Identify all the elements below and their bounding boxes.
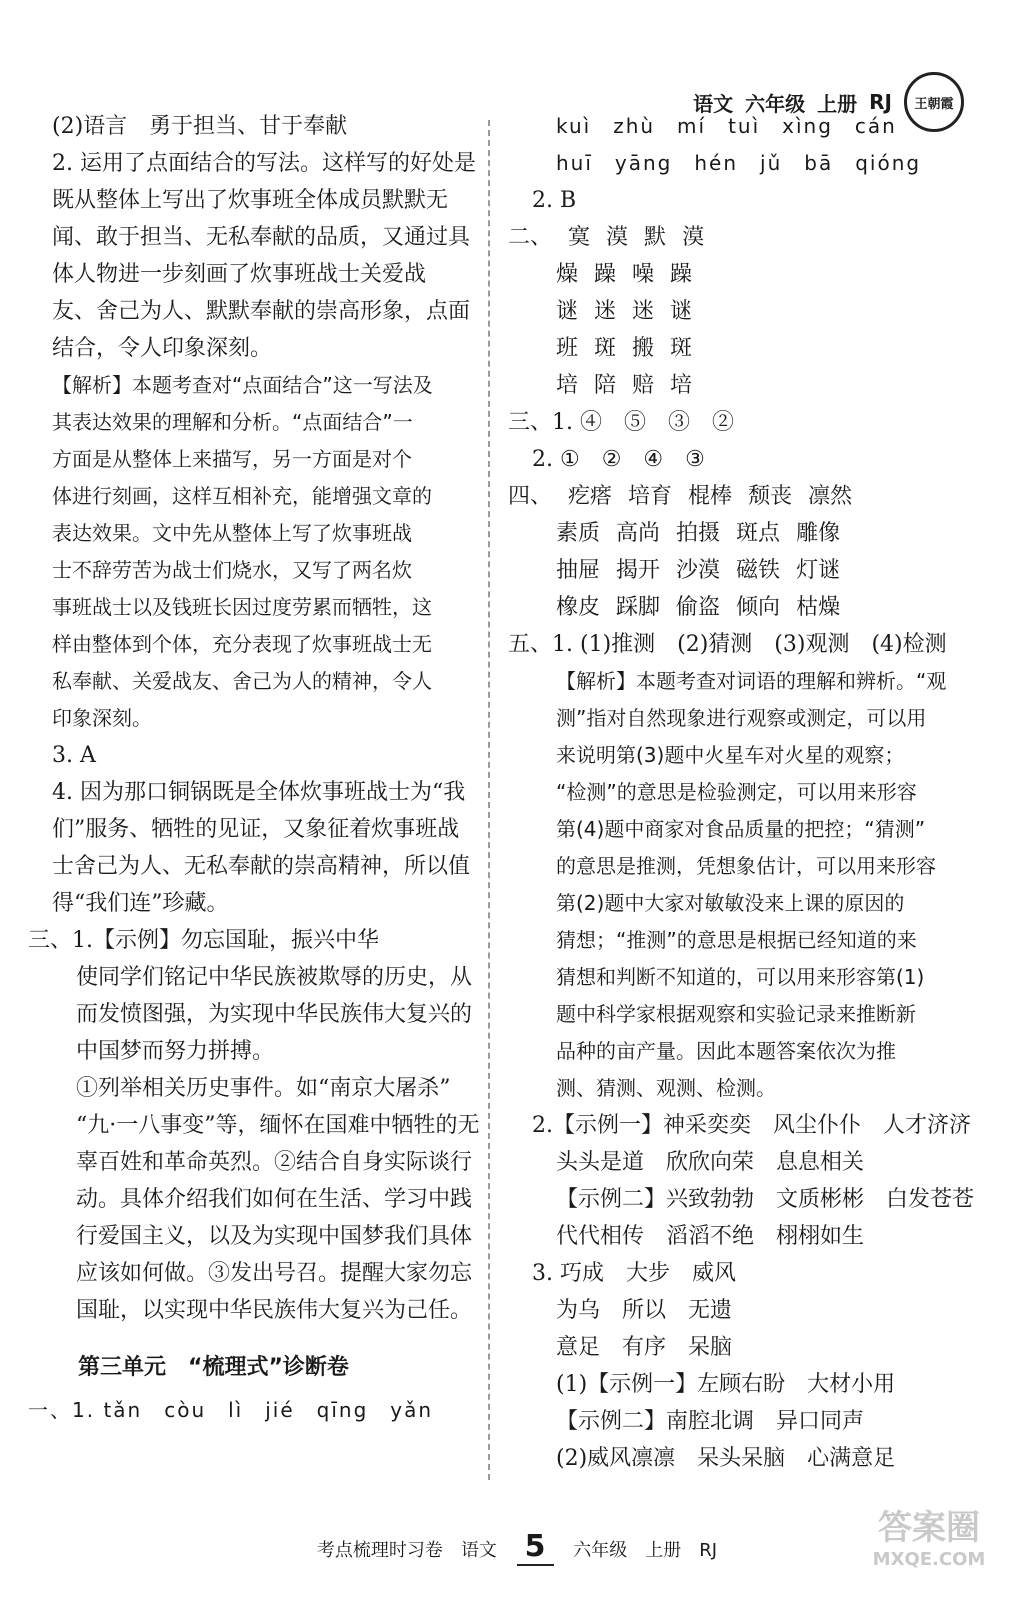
char-cell: 培 [670, 373, 693, 398]
analysis-line: 其表达效果的理解和分析。“点面结合”一 [52, 410, 413, 434]
word-cell: 棍棒 [688, 484, 733, 509]
header-subject: 语文 [693, 91, 734, 116]
analysis-line: 猜想和判断不知道的，可以用来形容第(1) [556, 965, 925, 989]
word-cell: 揭开 [616, 558, 661, 583]
analysis-line: 表达效果。文中先从整体上写了炊事班战 [52, 521, 412, 545]
pinyin-line: huī yāng hén jǔ bā qióng [556, 151, 922, 175]
char-row [508, 367, 948, 404]
analysis-line: “检测”的意思是检验测定，可以用来形容 [556, 780, 917, 804]
char-cell: 噪 [632, 262, 655, 287]
pinyin-line: 一、1. tǎn còu lì jié qīng yǎn [28, 1398, 434, 1422]
word-cell: 踩脚 [616, 595, 661, 620]
word-row [508, 589, 948, 626]
char-cell: 斑 [594, 336, 617, 361]
word-cell: 磁铁 [736, 558, 781, 583]
char-row [508, 330, 948, 367]
answer-line: ①列举相关历史事件。如“南京大屠杀” [76, 1076, 451, 1101]
answer-line: 三、1. ④ ⑤ ③ ② [508, 410, 734, 435]
header-term: 上册 [817, 91, 858, 116]
word-cell: 偷盗 [676, 595, 721, 620]
analysis-line: 方面是从整体上来描写，另一方面是对个 [52, 447, 412, 471]
analysis-line: 品种的亩产量。因此本题答案依次为推 [556, 1039, 896, 1063]
word-cell: 颓丧 [748, 484, 793, 509]
word-row [508, 552, 948, 589]
analysis-line: 猜想；“推测”的意思是根据已经知道的来 [556, 928, 917, 952]
unit-section-title: 第三单元 “梳理式”诊断卷 [78, 1355, 349, 1380]
answer-line: 结合，令人印象深刻。 [52, 336, 273, 361]
word-cell: 培育 [628, 484, 673, 509]
analysis-line: 测、猜测、观测、检测。 [556, 1076, 776, 1100]
word-cell: 枯燥 [796, 595, 841, 620]
answer-line: 中国梦而努力拼搏。 [76, 1039, 275, 1064]
word-cell: 倾向 [736, 595, 781, 620]
section-si [508, 478, 948, 626]
word-cell: 橡皮 [556, 595, 601, 620]
answer-line: 头头是道 欣欣向荣 息息相关 [556, 1150, 865, 1175]
word-cell: 高尚 [616, 521, 661, 546]
word-cell: 灯谜 [796, 558, 841, 583]
section-er [508, 219, 948, 404]
word-cell: 疙瘩 [568, 484, 613, 509]
word-cell: 凛然 [808, 484, 853, 509]
answer-line: 4. 因为那口铜锅既是全体炊事班战士为“我 [52, 780, 466, 805]
char-row [508, 256, 948, 293]
analysis-line: 第(4)题中商家对食品质量的把控；“猜测” [556, 817, 926, 841]
analysis-line: 士不辞劳苦为战士们烧水，又写了两名炊 [52, 558, 412, 582]
left-column [28, 108, 480, 1429]
answer-line: 行爱国主义，以及为实现中国梦我们具体 [76, 1224, 473, 1249]
char-cell: 寞 [568, 225, 591, 250]
section-label: 四、 [508, 484, 553, 509]
word-cell: 沙漠 [676, 558, 721, 583]
answer-line: 辜百姓和革命英烈。②结合自身实际谈行 [76, 1150, 473, 1175]
answer-line: 为乌 所以 无遗 [556, 1298, 733, 1323]
answer-line: 动。具体介绍我们如何在生活、学习中践 [76, 1187, 473, 1212]
answer-line: 既从整体上写出了炊事班全体成员默默无 [52, 188, 449, 213]
analysis-line: 测”指对自然现象进行观察或测定，可以用 [556, 706, 927, 730]
answer-line: 应该如何做。③发出号召。提醒大家勿忘 [76, 1261, 473, 1286]
answer-line: 士舍己为人、无私奉献的崇高精神，所以值 [52, 854, 471, 879]
watermark-logo [844, 1506, 1014, 1586]
watermark-text: 答案圈 [878, 1508, 980, 1548]
page-number: 5 [517, 1529, 554, 1566]
word-row [508, 515, 948, 552]
footer-book-title: 考点梳理时习卷 语文 [316, 1540, 497, 1561]
answer-line: 得“我们连”珍藏。 [52, 891, 229, 916]
answer-line: “九·一八事变”等，缅怀在国难中牺牲的无 [76, 1113, 480, 1138]
logo-text: 王朝霞 [914, 96, 954, 112]
char-cell: 赔 [632, 373, 655, 398]
answer-line: 体人物进一步刻画了炊事班战士关爱战 [52, 262, 427, 287]
header-edition: RJ [869, 90, 892, 114]
word-row [508, 478, 948, 515]
answer-line: 代代相传 滔滔不绝 栩栩如生 [556, 1224, 865, 1249]
answer-line: 使同学们铭记中华民族被欺辱的历史，从 [76, 965, 473, 990]
answer-line: 友、舍己为人、默默奉献的崇高形象，点面 [52, 299, 471, 324]
word-cell: 拍摄 [676, 521, 721, 546]
analysis-line: 体进行刻画，这样互相补充，能增强文章的 [52, 484, 432, 508]
char-cell: 搬 [632, 336, 655, 361]
char-cell: 漠 [606, 225, 629, 250]
answer-line: 2.【示例一】神采奕奕 风尘仆仆 人才济济 [532, 1113, 971, 1138]
footer-grade-term: 六年级 上册 RJ [573, 1540, 718, 1561]
column-divider [488, 120, 490, 1480]
char-cell: 班 [556, 336, 579, 361]
char-cell: 陪 [594, 373, 617, 398]
answer-line: 国耻，以实现中华民族伟大复兴为己任。 [76, 1298, 473, 1323]
char-cell: 默 [644, 225, 667, 250]
char-cell: 斑 [670, 336, 693, 361]
analysis-line: 的意思是推测，凭想象估计，可以用来形容 [556, 854, 936, 878]
answer-line: 五、1. (1)推测 (2)猜测 (3)观测 (4)检测 [508, 632, 947, 657]
answer-line: 2. 运用了点面结合的写法。这样写的好处是 [52, 151, 476, 176]
char-cell: 漠 [682, 225, 705, 250]
analysis-line: 印象深刻。 [52, 706, 152, 730]
analysis-line: 【解析】本题考查对词语的理解和辨析。“观 [556, 669, 947, 693]
answer-line: 3. A [52, 743, 96, 768]
answer-line: 【示例二】兴致勃勃 文质彬彬 白发苍苍 [556, 1187, 975, 1212]
char-cell: 培 [556, 373, 579, 398]
answer-line: 们”服务、牺牲的见证，又象征着炊事班战 [52, 817, 460, 842]
char-cell: 迷 [594, 299, 617, 324]
char-row [508, 219, 948, 256]
char-cell: 躁 [670, 262, 693, 287]
analysis-line: 题中科学家根据观察和实验记录来推断新 [556, 1002, 916, 1026]
answer-line: (2)语言 勇于担当、甘于奉献 [52, 114, 348, 139]
word-cell: 雕像 [796, 521, 841, 546]
word-cell: 素质 [556, 521, 601, 546]
char-cell: 躁 [594, 262, 617, 287]
section-label: 二、 [508, 225, 553, 250]
answer-line: (1)【示例一】左顾右盼 大材小用 [556, 1372, 896, 1397]
word-cell: 斑点 [736, 521, 781, 546]
char-cell: 迷 [632, 299, 655, 324]
pinyin-line: kuì zhù mí tuì xìng cán [556, 114, 897, 138]
answer-line: 2. ① ② ④ ③ [532, 447, 705, 472]
right-column [508, 108, 975, 1477]
analysis-line: 来说明第(3)题中火星车对火星的观察； [556, 743, 905, 767]
analysis-line: 第(2)题中大家对敏敏没来上课的原因的 [556, 891, 905, 915]
word-cell: 抽屉 [556, 558, 601, 583]
analysis-line: 【解析】本题考查对“点面结合”这一写法及 [52, 373, 433, 397]
answer-line: (2)威风凛凛 呆头呆脑 心满意足 [556, 1446, 896, 1471]
answer-line: 意足 有序 呆脑 [556, 1335, 733, 1360]
char-cell: 谜 [556, 299, 579, 324]
analysis-line: 样由整体到个体，充分表现了炊事班战士无 [52, 632, 432, 656]
char-cell: 谜 [670, 299, 693, 324]
answer-line: 【示例二】南腔北调 异口同声 [556, 1409, 865, 1434]
analysis-line: 私奉献、关爱战友、舍己为人的精神，令人 [52, 669, 432, 693]
answer-line: 三、1.【示例】勿忘国耻，振兴中华 [28, 928, 379, 953]
watermark-url: MXQE.COM [872, 1549, 986, 1570]
char-row [508, 293, 948, 330]
header-grade: 六年级 [745, 91, 806, 116]
answer-line: 而发愤图强，为实现中华民族伟大复兴的 [76, 1002, 473, 1027]
analysis-line: 事班战士以及钱班长因过度劳累而牺牲，这 [52, 595, 432, 619]
answer-line: 2. B [532, 188, 577, 213]
answer-line: 闻、敢于担当、无私奉献的品质，又通过具 [52, 225, 471, 250]
answer-line: 3. 巧成 大步 威风 [532, 1261, 736, 1286]
char-cell: 燥 [556, 262, 579, 287]
